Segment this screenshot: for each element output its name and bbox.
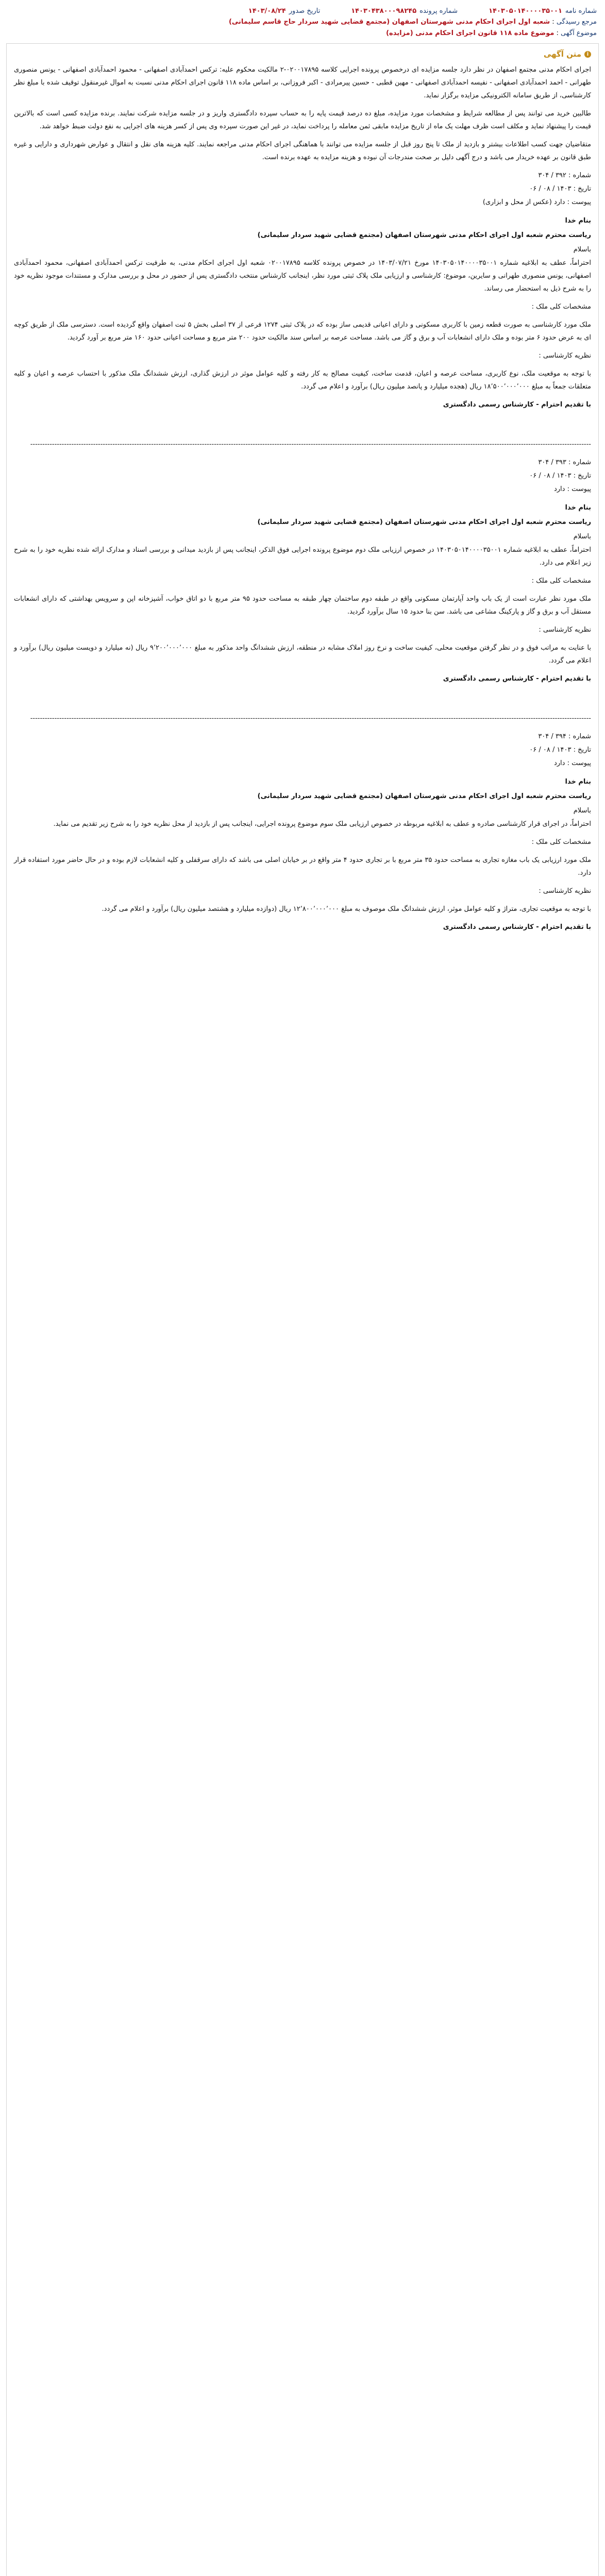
report-date: تاریخ : ۱۴۰۳ / ۰۸ / ۰۶ <box>529 472 591 480</box>
report-greeting: باسلام <box>573 246 591 253</box>
report-paragraph: مشخصات کلی ملک : <box>531 577 591 585</box>
sheet-number <box>489 6 597 16</box>
court-label: مرجع رسیدگی <box>556 18 597 26</box>
spacer <box>14 770 591 774</box>
case-number-label: شماره پرونده <box>419 7 458 15</box>
notice-title-text: متن آگهی <box>543 49 581 59</box>
report-paragraph: با توجه به موقعیت تجاری، متراژ و کلیه عوامل موثر، ارزش ششدانگ ملک موصوف به مبلغ ۱۲٬۸۰۰٬۰۰۰٬۰۰۰ ریال (دوازده میلیارد و هشتصد میلیون ریال) برآورد و اعلام می گردد. <box>102 905 591 913</box>
report-addressee: ریاست محترم شعبه اول اجرای احکام مدنی شهرستان اصفهان (مجتمع قضایی شهید سردار سلیمانی) <box>257 792 591 800</box>
report-paragraph: نظریه کارشناسی : <box>539 887 591 895</box>
report-closing: با تقدیم احترام - کارشناس رسمی دادگستری <box>443 675 591 683</box>
spacer <box>14 209 591 213</box>
section-separator: ---------------------------------------------------------------------------------------------------------------------------------------------------------------------------------------------------------------------------------------- <box>30 715 591 722</box>
case-number-value: ۱۴۰۳۰۴۳۸۰۰۰۹۸۲۴۵ <box>351 7 417 15</box>
spacer <box>14 935 591 956</box>
subject-label: موضوع آگهی <box>561 29 597 37</box>
report-number: شماره : ۳۹۲ / ۳۰۴ <box>538 172 591 179</box>
header-meta-row <box>0 6 605 16</box>
report-paragraph: احتراماً، در اجرای قرار کارشناسی صادره و عطف به ابلاغیه مربوطه در خصوص ارزیابی ملک سوم موضوع پرونده اجرایی، اینجانب پس از بازدید از محل نظریه خود را به شرح زیر تقدیم می نماید. <box>53 820 591 828</box>
info-icon: i <box>584 51 591 58</box>
report-paragraph: با عنایت به مراتب فوق و در نظر گرفتن موقعیت محلی، کیفیت ساخت و نرخ روز املاک مشابه در منطقه، ارزش ششدانگ واحد مذکور به مبلغ ۹٬۲۰۰٬۰۰۰٬۰۰۰ ریال (نه میلیارد و دویست میلیون ریال) برآورد و اعلام می گردد. <box>14 644 591 665</box>
court-row: مرجع رسیدگی : شعبه اول اجرای احکام مدنی شهرستان اصفهان (مجتمع قضایی شهید سردار حاج قاسم سلیمانی) <box>228 18 597 26</box>
spacer <box>14 413 591 433</box>
expert-reports <box>14 169 591 956</box>
report-paragraph: مشخصات کلی ملک : <box>531 838 591 846</box>
case-number <box>351 6 458 16</box>
report-date: تاریخ : ۱۴۰۳ / ۰۸ / ۰۶ <box>529 746 591 754</box>
report-paragraph: احتراماً، عطف به ابلاغیه شماره ۱۴۰۳۰۵۰۱۴۰۰۰۰۳۵۰۰۱ مورخ ۱۴۰۳/۰۷/۲۱ در خصوص پرونده کلاسه ۰۲۰۰۱۷۸۹۵ شعبه اول اجرای احکام مدنی، به طرفیت ترکس احمدآبادی اصفهانی، محمود احمدآبادی اصفهانی، یونس منصوری طهرانی و سایرین، موضوع: کارشناسی و ارزیابی ملک پلاک ثبتی مورد نظر، اینجانب کارشناس منتخب دادگستری پس از حضور در محل و بررسی مدارک و مستندات موجود نظریه خود را به شرح ذیل به استحضار می رساند. <box>14 259 591 293</box>
expert-report <box>14 714 591 956</box>
report-attachment: پیوست : دارد <box>553 485 591 493</box>
report-paragraph: ملک مورد ارزیابی یک باب مغازه تجاری به مساحت حدود ۳۵ متر مربع با بر تجاری حدود ۴ متر واقع در بر خیابان اصلی می باشد که دارای سرقفلی و کلیه انشعابات لازم بوده و در حال حاضر مورد استفاده قرار دارد. <box>14 856 591 877</box>
report-attachment: پیوست : دارد (عکس از محل و ابزاری) <box>482 198 591 206</box>
sheet-number-label: شماره نامه <box>565 7 597 15</box>
intro-paragraph-1: اجرای احکام مدنی مجتمع اصفهان در نظر دارد جلسه مزایده ای درخصوص پرونده اجرایی کلاسه ۰۲۰۰۱۷۸۹۵-۲ مالکیت محکوم علیه: ترکس احمدآبادی اصفهانی - محمود احمدآبادی اصفهانی - یونس منصوری طهرانی - احمد احمدآبادی اصفهانی - نفیسه احمدآبادی اصفهانی - مهین قطبی - حسین پیرمرادی - اکبر فروزانی، بر اساس ماده ۱۱۸ قانون اجرای احکام مدنی نسبت به اموال غیرمنقول توقیف شده با مبلغ نظر کارشناسی، از طریق سامانه الکترونیکی مزایده برگزار نماید. <box>14 66 592 99</box>
report-paragraph: احتراماً، عطف به ابلاغیه شماره ۱۴۰۳۰۵۰۱۴۰۰۰۰۳۵۰۰۱ در خصوص ارزیابی ملک دوم موضوع پرونده اجرایی فوق الذکر، اینجانب پس از بازدید میدانی و بررسی اسناد و مدارک ارائه شده نظریه خود را به شرح زیر اعلام می دارد. <box>14 546 592 567</box>
report-paragraph: ملک مورد کارشناسی به صورت قطعه زمین با کاربری مسکونی و دارای اعیانی قدیمی ساز بوده که در پلاک ثبتی ۱۲۷۴ فرعی از ۳۷ اصلی بخش ۵ ثبت اصفهان واقع گردیده است. دسترسی ملک از طریق کوچه ای به عرض حدود ۶ متر بوده و ملک دارای انشعابات آب و برق و گاز می باشد. مساحت عرصه بر اساس سند مالکیت حدود ۲۰۰ متر مربع و مساحت اعیانی حدود ۱۶۰ متر مربع بر آورد گردید. <box>14 321 591 342</box>
sheet-number-value: ۱۴۰۳۰۵۰۱۴۰۰۰۰۳۵۰۰۱ <box>489 7 562 15</box>
report-salutation: بنام خدا <box>565 217 591 225</box>
report-salutation: بنام خدا <box>565 778 591 786</box>
intro-paragraph-3: متقاضیان جهت کسب اطلاعات بیشتر و بازدید از ملک تا پنج روز قبل از جلسه مزایده می توانند با هماهنگی اجرای احکام مدنی مراجعه نمایند. کلیه هزینه های نقل و انتقال و عوارض شهرداری و دارایی و غیره طبق قانون بر عهده خریدار می باشد و درج آگهی دلیل بر صحت مندرجات آن نبوده و هزینه مزایده به عهده برنده است. <box>14 141 591 161</box>
report-paragraph: مشخصات کلی ملک : <box>531 303 591 311</box>
spacer <box>14 687 591 707</box>
report-date: تاریخ : ۱۴۰۳ / ۰۸ / ۰۶ <box>529 185 591 193</box>
report-addressee: ریاست محترم شعبه اول اجرای احکام مدنی شهرستان اصفهان (مجتمع قضایی شهید سردار سلیمانی) <box>257 518 591 526</box>
notice-text-box <box>6 43 599 2576</box>
report-number: شماره : ۳۹۳ / ۳۰۴ <box>538 459 591 466</box>
report-paragraph: با توجه به موقعیت ملک، نوع کاربری، مساحت عرصه و اعیان، قدمت ساخت، کیفیت مصالح به کار رفته و کلیه عوامل موثر در ارزش گذاری، ارزش ششدانگ ملک مذکور با احتساب عرصه و اعیان و کلیه متعلقات جمعاً به مبلغ ۱۸٬۵۰۰٬۰۰۰٬۰۰۰ ریال (هجده میلیارد و پانصد میلیون ریال) برآورد و اعلام می گردد. <box>14 370 591 391</box>
expert-report <box>14 169 591 433</box>
report-salutation: بنام خدا <box>565 504 591 512</box>
section-separator: ---------------------------------------------------------------------------------------------------------------------------------------------------------------------------------------------------------------------------------------- <box>30 440 591 448</box>
report-paragraph: نظریه کارشناسی : <box>539 626 591 634</box>
report-paragraph: نظریه کارشناسی : <box>539 352 591 360</box>
report-greeting: باسلام <box>573 807 591 815</box>
report-paragraph: ملک مورد نظر عبارت است از یک باب واحد آپارتمان مسکونی واقع در طبقه دوم ساختمان چهار طبقه به مساحت حدود ۹۵ متر مربع با دو اتاق خواب، آشپزخانه اپن و سرویس بهداشتی که دارای انشعابات مستقل آب و برق و گاز و پارکینگ مشاعی می باشد. سن بنا حدود ۱۵ سال برآورد گردید. <box>14 595 591 616</box>
report-addressee: ریاست محترم شعبه اول اجرای احکام مدنی شهرستان اصفهان (مجتمع قضایی شهید سردار سلیمانی) <box>257 231 591 239</box>
expert-report <box>14 439 591 707</box>
report-attachment: پیوست : دارد <box>553 759 591 767</box>
subject-row: موضوع آگهی : موضوع ماده ۱۱۸ قانون اجرای احکام مدنی (مزایده) <box>386 29 597 37</box>
issue-date-label: تاریخ صدور <box>289 7 321 15</box>
notice-title <box>14 48 591 60</box>
report-closing: با تقدیم احترام - کارشناس رسمی دادگستری <box>443 401 591 409</box>
report-closing: با تقدیم احترام - کارشناس رسمی دادگستری <box>443 923 591 931</box>
issue-date <box>248 6 320 16</box>
intro-paragraph-2: طالبین خرید می توانند پس از مطالعه شرایط و مشخصات مورد مزایده، مبلغ ده درصد قیمت پایه را به حساب سپرده دادگستری واریز و در جلسه مزایده شرکت نمایند. برنده مزایده کسی است که بالاترین قیمت را پیشنهاد نماید و مکلف است ظرف مهلت یک ماه از تاریخ مزایده مابقی ثمن معامله را پرداخت نماید، در غیر این صورت سپرده وی پس از کسر هزینه های اجرایی به نفع دولت ضبط خواهد شد. <box>14 110 591 130</box>
spacer <box>14 496 591 500</box>
court-value: شعبه اول اجرای احکام مدنی شهرستان اصفهان (مجتمع قضایی شهید سردار حاج قاسم سلیمانی) <box>228 18 550 26</box>
subject-value: موضوع ماده ۱۱۸ قانون اجرای احکام مدنی (مزایده) <box>386 29 554 37</box>
report-greeting: باسلام <box>573 533 591 540</box>
report-number: شماره : ۳۹۴ / ۳۰۴ <box>538 733 591 740</box>
issue-date-value: ۱۴۰۳/۰۸/۲۴ <box>248 7 286 15</box>
